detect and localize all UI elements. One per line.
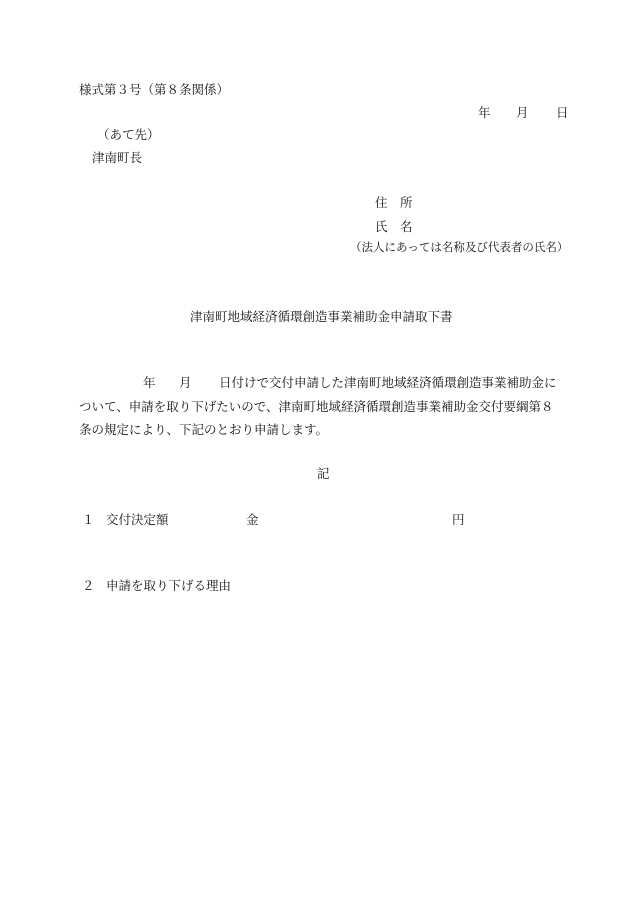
corporate-name-note: （法人にあっては名称及び代表者の氏名） xyxy=(350,240,569,254)
date-day: 日 xyxy=(556,105,569,120)
item-1-en: 円 xyxy=(452,512,465,527)
body-line-2: ついて、申請を取り下げたいので、津南町地域経済循環創造事業補助金交付要綱第８ xyxy=(79,399,554,414)
body-month: 月 xyxy=(179,375,192,390)
item-1-kin: 金 xyxy=(246,512,259,527)
body-year: 年 xyxy=(143,375,156,390)
addressee: 津南町長 xyxy=(92,150,143,165)
body-line-3: 条の規定により、下記のとおり申請します。 xyxy=(79,422,329,437)
addressee-label: （あて先） xyxy=(97,127,160,142)
date-year: 年 xyxy=(478,105,491,120)
ki-heading: 記 xyxy=(317,466,330,481)
form-number: 様式第３号（第８条関係） xyxy=(79,82,230,97)
applicant-address-label: 住 所 xyxy=(375,195,413,210)
item-2-label: 申請を取り下げる理由 xyxy=(106,578,232,593)
document-title: 津南町地域経済循環創造事業補助金申請取下書 xyxy=(190,309,453,324)
item-2-number: ２ xyxy=(82,578,95,593)
body-line-1-text: 日付けで交付申請した津南町地域経済循環創造事業補助金に xyxy=(219,375,557,390)
item-1-number: １ xyxy=(82,512,95,527)
date-month: 月 xyxy=(516,105,529,120)
item-1-label: 交付決定額 xyxy=(106,512,169,527)
applicant-name-label: 氏 名 xyxy=(375,219,413,234)
